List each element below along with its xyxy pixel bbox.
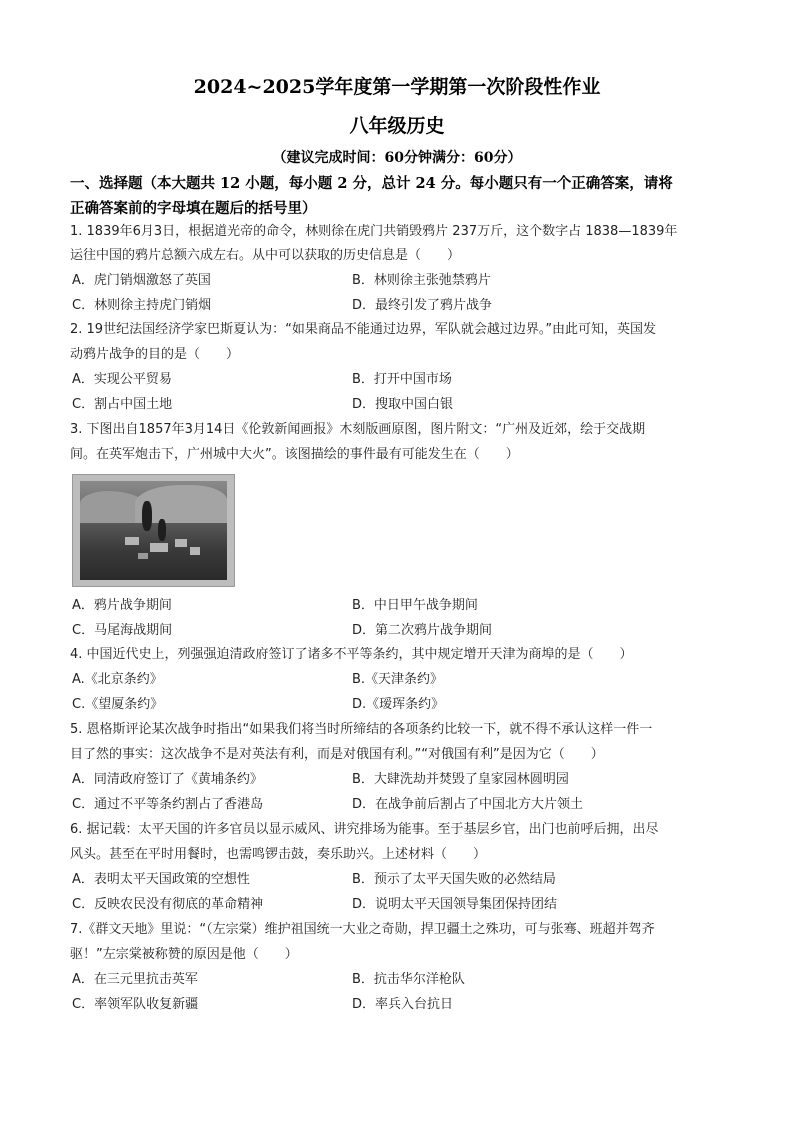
option-b[interactable]: B．林则徐主张弛禁鸦片	[352, 273, 491, 288]
question-text: 1. 1839年6月3日，根据道光帝的命令，林则徐在虎门共销毁鸦片 237万斤，这个数字占 1838—1839年	[70, 224, 678, 239]
exam-time-note: （建议完成时间：60分钟满分：60分）	[272, 150, 522, 166]
option-b[interactable]: B．抗击华尔洋枪队	[352, 972, 465, 987]
question-text: 6. 据记载：太平天国的许多官员以显示威风、讲究排场为能事。至于基层乡官，出门也前呼后拥，出尽	[70, 822, 659, 837]
option-a[interactable]: A．在三元里抗击英军	[72, 972, 198, 987]
option-b[interactable]: B．打开中国市场	[352, 372, 452, 387]
option-a[interactable]: A.《北京条约》	[72, 672, 163, 687]
option-d[interactable]: D．说明太平天国领导集团保持团结	[352, 897, 558, 912]
option-b[interactable]: B.《天津条约》	[352, 672, 444, 687]
option-d[interactable]: D．搜取中国白银	[352, 397, 454, 412]
woodcut-illustration	[72, 474, 235, 587]
section-heading	[70, 171, 730, 221]
option-d[interactable]: D．第二次鸦片战争期间	[352, 623, 493, 638]
option-d[interactable]: D．在战争前后割占了中国北方大片领土	[352, 797, 584, 812]
option-a[interactable]: A．虎门销烟激怒了英国	[72, 273, 211, 288]
question-text: 4. 中国近代史上，列强强迫清政府签订了诸多不平等条约，其中规定增开天津为商埠的是（ ）	[70, 647, 633, 662]
option-b[interactable]: B．预示了太平天国失败的必然结局	[352, 872, 556, 887]
exam-title: 2024~2025学年度第一学期第一次阶段性作业	[193, 76, 601, 98]
question-text: 目了然的事实：这次战争不是对英法有利，而是对俄国有利。”“对俄国有利”是因为它（ ）	[70, 747, 604, 762]
option-c[interactable]: C．率领军队收复新疆	[72, 997, 199, 1012]
question-text: 5. 恩格斯评论某次战争时指出“如果我们将当时所缔结的各项条约比较一下，就不得不承认这样一件一	[70, 722, 653, 737]
option-c[interactable]: C．马尾海战期间	[72, 623, 173, 638]
option-c[interactable]: C．林则徐主持虎门销烟	[72, 298, 212, 313]
option-c[interactable]: C.《望厦条约》	[72, 697, 164, 712]
option-a[interactable]: A．鸦片战争期间	[72, 598, 172, 613]
question-text: 风头。甚至在平时用餐时，也需鸣锣击鼓，奏乐助兴。上述材料（ ）	[70, 847, 487, 862]
section-heading-line2: 正确答案前的字母填在题后的括号里）	[70, 200, 317, 217]
question-text: 3. 下图出自1857年3月14日《伦敦新闻画报》木刻版画原图，图片附文：“广州及近郊，绘于交战期	[70, 422, 646, 437]
option-b[interactable]: B．中日甲午战争期间	[352, 598, 478, 613]
option-d[interactable]: D．率兵入台抗日	[352, 997, 454, 1012]
section-heading-line1: 一、选择题（本大题共 12 小题，每小题 2 分，总计 24 分。每小题只有一个正确答案，请将	[70, 175, 673, 192]
question-text: 间。在英军炮击下，广州城中大火”。该图描绘的事件最有可能发生在（ ）	[70, 447, 519, 462]
option-a[interactable]: A．表明太平天国政策的空想性	[72, 872, 250, 887]
option-a[interactable]: A．同清政府签订了《黄埔条约》	[72, 772, 263, 787]
option-d[interactable]: D．最终引发了鸦片战争	[352, 298, 493, 313]
question-text: 驱！”左宗棠被称赞的原因是他（ ）	[70, 947, 298, 962]
option-d[interactable]: D.《瑷珲条约》	[352, 697, 445, 712]
woodcut-image	[80, 481, 227, 580]
option-c[interactable]: C．割占中国土地	[72, 397, 173, 412]
question-text: 7.《群文天地》里说：“（左宗棠）维护祖国统一大业之奇勋，捍卫疆土之殊功，可与张骞、班超并驾齐	[70, 922, 655, 937]
question-text: 2. 19世纪法国经济学家巴斯夏认为：“如果商品不能通过边界，军队就会越过边界。”由此可知，英国发	[70, 322, 657, 337]
question-text: 动鸦片战争的目的是（ ）	[70, 347, 240, 362]
option-b[interactable]: B．大肆洗劫并焚毁了皇家园林圆明园	[352, 772, 569, 787]
option-c[interactable]: C．反映农民没有彻底的革命精神	[72, 897, 264, 912]
exam-subject: 八年级历史	[349, 115, 445, 137]
option-c[interactable]: C．通过不平等条约割占了香港岛	[72, 797, 264, 812]
question-text: 运往中国的鸦片总额六成左右。从中可以获取的历史信息是（ ）	[70, 248, 461, 263]
option-a[interactable]: A．实现公平贸易	[72, 372, 172, 387]
